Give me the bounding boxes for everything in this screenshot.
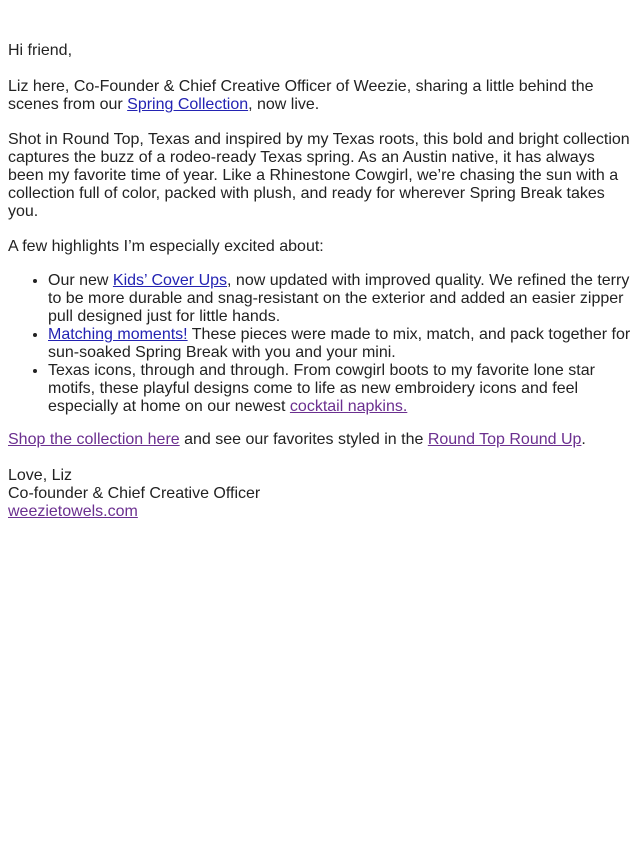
intro-text: Liz here, Co-Founder & Chief Creative Officer of Weezie, sharing a little behind the scenes from our	[8, 78, 594, 113]
website-link[interactable]: weezietowels.com	[8, 503, 138, 520]
cta-text: and see our favorites styled in the	[179, 431, 428, 448]
story-paragraph: Shot in Round Top, Texas and inspired by my Texas roots, this bold and bright collection captures the buzz of a rodeo-ready Texas spring. As an Austin native, it has always been my favorite time of year. Like a Rhinestone Cowgirl, we’re chasing the sun with a collection full of color, packed with plush, and ready for wherever Spring Break takes you.	[8, 131, 630, 220]
highlight-text: Our new	[48, 272, 113, 289]
shop-collection-link[interactable]: Shop the collection here	[8, 431, 180, 448]
signature	[8, 467, 632, 521]
intro-paragraph	[8, 78, 632, 114]
greeting: Hi friend,	[8, 42, 73, 59]
kids-cover-ups-link[interactable]: Kids’ Cover Ups	[112, 272, 228, 289]
highlight-text-end: These pieces were made to mix, match, and pack together for sun-soaked Spring Break with you and your mini.	[48, 326, 631, 361]
list-item	[48, 362, 632, 416]
list-item	[48, 326, 632, 362]
round-top-round-up-link[interactable]: Round Top Round Up	[427, 431, 582, 448]
matching-moments-link[interactable]: Matching moments!	[48, 326, 188, 343]
highlight-text-end: , now updated with improved quality. We refined the terry to be more durable and snag-resistant on the exterior and added an easier zipper pull designed just for little hands.	[48, 272, 630, 325]
cta-period: .	[581, 431, 586, 448]
signoff-title: Co-founder & Chief Creative Officer	[8, 485, 261, 502]
spring-collection-link[interactable]: Spring Collection	[127, 96, 249, 113]
highlight-text: Texas icons, through and through. From cowgirl boots to my favorite lone star motifs, these playful designs come to life as new embroidery icons and feel especially at home on our newest	[48, 362, 595, 415]
list-item	[48, 272, 632, 326]
intro-text-end: , now live.	[248, 96, 320, 113]
cta-paragraph	[8, 431, 632, 449]
signoff-closing: Love, Liz	[8, 467, 73, 484]
highlights-lead-in: A few highlights I’m especially excited about:	[8, 238, 324, 255]
highlights-list	[8, 272, 632, 416]
cocktail-napkins-link[interactable]: cocktail napkins.	[289, 398, 408, 415]
